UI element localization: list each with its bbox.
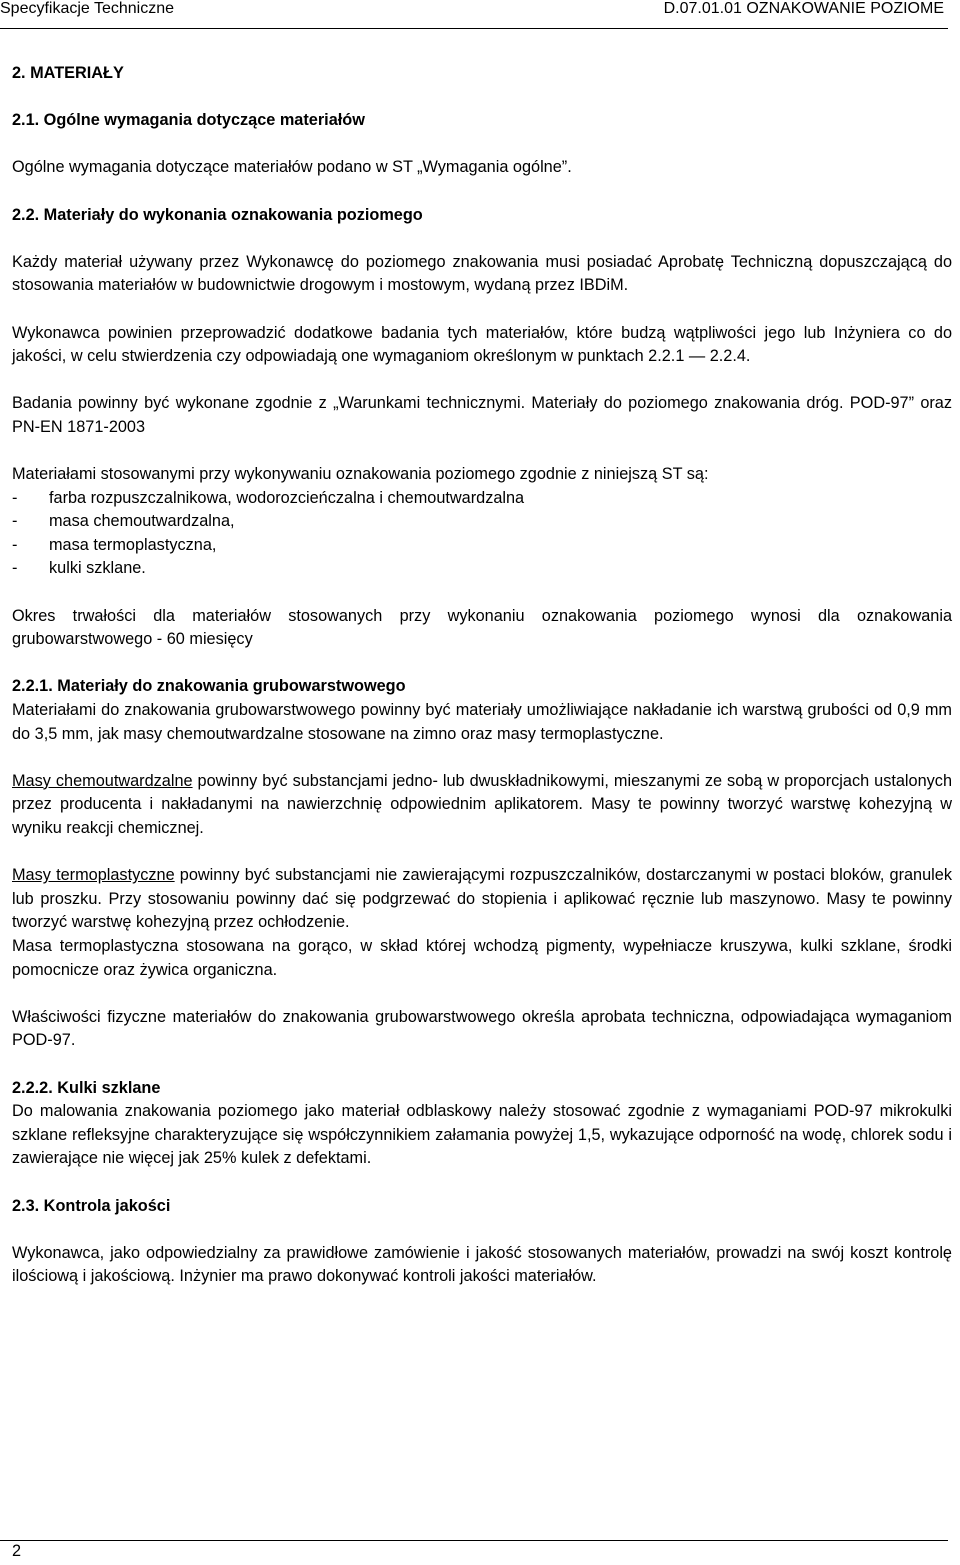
section-2-2-1-paragraph-4: Masa termoplastyczna stosowana na gorąco, w skład której wchodzą pigmenty, wypełniacze kruszywa, kulki szklane, środki pomocnicze oraz żywica organiczna.	[12, 936, 952, 979]
section-2-3-title: 2.3. Kontrola jakości	[12, 1196, 171, 1215]
list-item: - masa termoplastyczna,	[12, 534, 952, 558]
section-2-2-1-paragraph-2: Masy chemoutwardzalne powinny być substancjami jedno- lub dwuskładnikowymi, mieszanymi ze sobą w proporcjach ustalonych przez producenta i nakładanymi na nawierzchnię odpowiednim aplikatorem. Masy te powinny tworzyć warstwę kohezyjną w wyniku reakcji chemicznej.	[12, 771, 952, 837]
list-item: - masa chemoutwardzalna,	[12, 510, 952, 534]
document-body	[12, 62, 952, 1289]
section-2-title: 2. MATERIAŁY	[12, 64, 124, 82]
section-2-2-1-paragraph-5: Właściwości fizyczne materiałów do znakowania grubowarstwowego określa aprobata techniczna, odpowiadająca wymaganiom POD-97.	[12, 1007, 952, 1050]
materials-list	[12, 487, 952, 581]
header-document-type: Specyfikacje Techniczne	[0, 0, 175, 17]
materials-list-intro: Materiałami stosowanymi przy wykonywaniu oznakowania poziomego zgodnie z niniejszą ST są:	[12, 465, 709, 484]
header-spec-code: D.07.01.01 OZNAKOWANIE POZIOME	[663, 0, 944, 17]
footer-divider	[0, 1540, 948, 1541]
list-dash: -	[12, 535, 18, 554]
list-item: - kulki szklane.	[12, 557, 952, 581]
section-2-1-title: 2.1. Ogólne wymagania dotyczące materiałów	[12, 111, 365, 130]
list-item: - farba rozpuszczalnikowa, wodorozcieńczalna i chemoutwardzalna	[12, 487, 952, 511]
section-2-2-1-paragraph-3: Masy termoplastyczne powinny być substancjami nie zawierającymi rozpuszczalników, dostarczanymi w postaci bloków, granulek lub proszku. Przy stosowaniu powinny dać się podgrzewać do stopienia i aplikować ręcznie lub maszynowo. Masy te powinny tworzyć warstwę kohezyjną przez ochłodzenie.	[12, 866, 952, 932]
term-chemoutwardzalne: Masy chemoutwardzalne	[12, 771, 193, 790]
page-number: 2	[12, 1542, 22, 1560]
section-2-2-2-title: 2.2.2. Kulki szklane	[12, 1078, 161, 1097]
page-header	[0, 0, 948, 29]
section-2-2-1-paragraph-1: Materiałami do znakowania grubowarstwowego powinny być materiały umożliwiające nakładanie ich warstwą grubości od 0,9 mm do 3,5 mm, jak masy chemoutwardzalne stosowane na zimno oraz masy termoplastyczne.	[12, 701, 952, 743]
section-2-2-1-title: 2.2.1. Materiały do znakowania grubowarstwowego	[12, 677, 406, 696]
section-2-2-title: 2.2. Materiały do wykonania oznakowania poziomego	[12, 205, 423, 224]
section-2-2-paragraph-2: Wykonawca powinien przeprowadzić dodatkowe badania tych materiałów, które budzą wątpliwości jego lub Inżyniera co do jakości, w celu stwierdzenia czy odpowiadają one wymaganiom określonym w punktach 2.2.1 — 2.2.4.	[12, 323, 952, 366]
list-dash: -	[12, 512, 18, 531]
term-termoplastyczne: Masy termoplastyczne	[12, 866, 175, 885]
list-dash: -	[12, 488, 18, 507]
section-2-2-paragraph-3: Badania powinny być wykonane zgodnie z „Warunkami technicznymi. Materiały do poziomego znakowania dróg. POD-97” oraz PN-EN 1871-2003	[12, 394, 952, 436]
section-2-3-paragraph-1: Wykonawca, jako odpowiedzialny za prawidłowe zamówienie i jakość stosowanych materiałów, prowadzi na swój koszt kontrolę ilościową i jakościową. Inżynier ma prawo dokonywać kontroli jakości materiałów.	[12, 1243, 952, 1286]
section-2-2-2-paragraph-1: Do malowania znakowania poziomego jako materiał odblaskowy należy stosować zgodnie z wymaganiami POD-97 mikrokulki szklane refleksyjne charakteryzujące się współczynnikiem załamania powyżej 1,5, wykazujące odporność na wodę, chlorek sodu i zawierające nie więcej jak 25% kulek z defektami.	[12, 1102, 952, 1168]
section-2-2-paragraph-4: Okres trwałości dla materiałów stosowanych przy wykonaniu oznakowania poziomego wynosi dla oznakowania grubowarstwowego - 60 miesięcy	[12, 606, 952, 649]
list-dash: -	[12, 559, 18, 578]
section-2-2-paragraph-1: Każdy materiał używany przez Wykonawcę do poziomego znakowania musi posiadać Aprobatę Techniczną dopuszczającą do stosowania materiałów w budownictwie drogowym i mostowym, wydaną przez IBDiM.	[12, 252, 952, 295]
section-2-1-text: Ogólne wymagania dotyczące materiałów podano w ST „Wymagania ogólne”.	[12, 158, 572, 177]
